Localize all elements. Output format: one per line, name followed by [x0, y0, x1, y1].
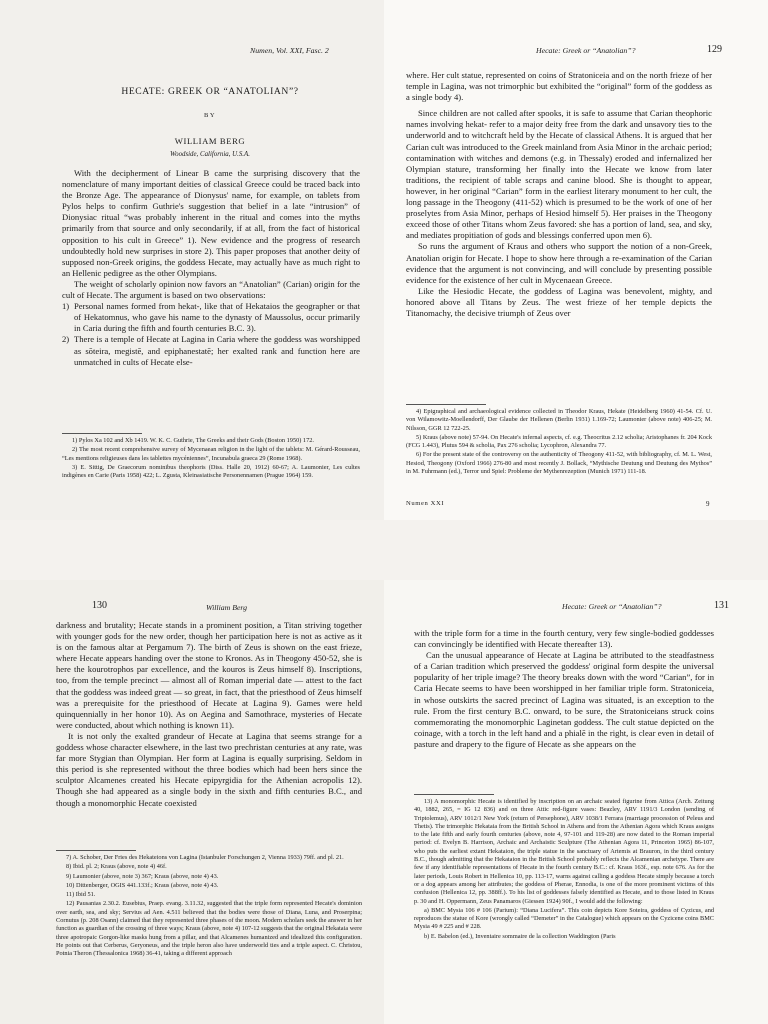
signature-mark: Numen XXI [406, 500, 445, 507]
footnote: 5) Kraus (above note) 57-94. On Hecate's infernal aspects, cf. e.g. Theocritus 2.12 scholia; Aristophanes fr. 204 Kock (FCG 1.443), Plutus 594 & scholia, Pax 276 scholia; Lycophron, Alexandra 77. [406, 433, 712, 450]
paragraph: where. Her cult statue, represented on coins of Stratoniceia and on the north frieze of her temple in Lagina, was not trimorphic but exhibited the “original” form of the goddess as a single body 4). [406, 70, 712, 103]
page-129 [384, 0, 768, 520]
footnotes [414, 798, 714, 942]
footnote: 9) Laumonier (above, note 3) 367; Kraus (above, note 4) 43. [66, 872, 219, 880]
list-item [62, 301, 360, 334]
footnote-rule [406, 404, 486, 405]
main-text [56, 620, 362, 809]
footnote-rule [62, 433, 142, 434]
page-128 [0, 0, 384, 520]
paragraph: Like the Hesiodic Hecate, the goddess of Lagina was benevolent, mighty, and honored above all Titans by Zeus. The west frieze of her temple depicts the Titanomachy, the decisive triumph of Zeus over [406, 285, 712, 318]
footnote: 7) A. Schober, Der Fries des Hekateions von Lagina (Istanbuler Forschungen 2, Vienna 1933) 79ff. and pl. 21. [66, 854, 344, 861]
footnotes [56, 854, 362, 960]
main-text [414, 628, 714, 750]
signature-number: 9 [706, 500, 710, 508]
author-name: WILLIAM BERG [174, 136, 246, 146]
paragraph: The weight of scholarly opinion now favors an “Anatolian” (Carian) origin for the cult of Hecate. The argument is based on two observations: [62, 278, 360, 301]
paragraph: It is not only the exalted grandeur of Hecate at Lagina that seems strange for a goddess whose character elsewhere, in the last two prechristan centuries at any rate, was far more Stygian than Olympian. Her form at Lagina is equally surprising. Seldom in this period is she represented without the three bodies which had been hers since the sculptor Alcamenes created his Hecate epipyrgidia for the Athenian acropolis 12). Though she had appeared as a single body in the sixth and fifth centuries B.C., and though a monomorphic Hecate coexisted [56, 730, 362, 808]
byline-label: BY [203, 112, 217, 119]
footnote: 13) A monomorphic Hecate is identified by inscription on an archaic seated figurine from Attica (Arch. Zeitung 40, 1882, 265, = IG 12 836) and on three Attic red-figure vases: Beazley, ARV 1191/3 London (sending of Triptolemus), ARV 1012/1 New York (return of Persephone), ARV 1038/1 Ferrara (marriage procession of Peleus and Thetis). The trimorphic Hekataia from the British School in Athens and from the Athenian Agora which Kraus assigns to the late fifth and early fourth centuries (above, note 4, 97-101 and 119-28) are now dated to the Roman imperial period: cf. Evelyn B. Harrison, Archaic and Archaistic Sculpture (The Athenian Agora 11, Princeton 1965) 86-107, who puts the earliest extant Hekataion, the triple statue in the sanctuary of Artemis at Brauron, in the third century B.C., though admitting that the Hekataion in the British School probably reflects the Alcamenian archetype. There are few if any identifiable representations of Hecate in the fourth century B.C.: cf. Kraus 163f., esp. note 676. As for the later periods, Louis Robert in Hellenica 10, pp. 113-17, warns against calling a goddess Hecate simply because a torch or a dog appears among her attributes; the goddess of Pherae, Ennodia, is one of the more prominent victims of this confusion (Hellenica 12, pp. 388ff.). To his list of goddesses falsely identified as Hecate, and to those listed in Kraus p. 30 and H. Oppermann, Zeus Panamaros (Giessen 1924) 90f., I would add the following: [414, 798, 714, 905]
paragraph: darkness and brutality; Hecate stands in a prominent position, a Titan striving together with younger gods for the new order, though her participation here is not as active as it is on the famous altar at Pergamum 7). The birth of Zeus is shown on the east frieze, where Hecate appears handing over the stone to Kronos. As in Theogony 450-52, she is here the kourotrophos par excellence, and the kouros is Zeus himself 8). Inscriptions, too, from the temple precinct — almost all of Roman imperial date — attest to the fact that the goddess was indeed great — so great, in fact, that the priesthood of Zeus himself was a prerequisite for the priesthood of Hecate at Lagina 9). Games were held quinquennially in her honor 10). As on Aegina and Samothrace, mysteries of Hecate were conducted, about which nothing is known 11). [56, 620, 362, 730]
page-130 [0, 580, 384, 1024]
footnote: 6) For the present state of the controversy on the authenticity of Theogony 411-52, with bibliography, cf. M. L. West, Hesiod, Theogony (Oxford 1966) 276-80 and most recently J. Bollack, “Mythische Deutung und Deutung des Mythos” in M. Fuhrmann (ed.), Terror und Spiel: Probleme der Mythenrezeption (Munich 1971) 111-18. [406, 451, 712, 476]
footnotes [62, 437, 360, 481]
paragraph: With the decipherment of Linear B came the surprising discovery that the nomenclature of many important deities of classical Greece could be traced back into the Bronze Age. The appearance of Dionysus' name, for example, on tablets from Pylos helps to confirm Guthrie's suggestion that belief in a late “intrusion” of Dionysiac ritual “was probably inherent in the ritual and comes into the myths primarily from that source and only secondarily, if at all, from the fact of historical opposition to his cult in Greece” 1). New evidence and the progress of research undoubtedly hold new surprises in store 2). This paper proposes that another deity of supposed non-Greek origins, the goddess Hecate, may actually have as much right to an Hellenic pedigree as the other Olympians. [62, 168, 360, 278]
main-text [62, 168, 360, 368]
running-head: Numen, Vol. XXI, Fasc. 2 [250, 46, 329, 55]
footnote: a) BMC Mysia 106 # 106 (Parium): “Diana Lucifera”. This coin depicts Kore Soteira, goddess of Cyzicus, and reproduces the statue of Kore (wrongly called “Demeter” in the Catalogue) which appears on the Cyzicene coins BMC Mysia 49 # 225 and # 228. [414, 906, 714, 931]
list-item [62, 334, 360, 367]
footnote: 2) The most recent comprehensive survey of Mycenaean religion in the light of the tablets: M. Gérard-Rousseau, “Les mentions religieuses dans les tablettes mycéniennes”, Incunabula graeca 29 (Rome 1968). [62, 446, 360, 462]
footnote-rule [414, 794, 494, 795]
footnotes [406, 408, 712, 477]
article-title: HECATE: GREEK OR “ANATOLIAN”? [121, 86, 299, 97]
list-text: Personal names formed from hekat-, like that of Hekataios the geographer or that of Hekatomnus, who gave his name to the dynasty of Maussolus, occur primarily in Caria during the fifth and fourth centuries B.C. 3). [74, 301, 360, 334]
footnote: 4) Epigraphical and archaeological evidence collected in Theodor Kraus, Hekate (Heidelberg 1960) 41-54. Cf. U. von Wilamowitz-Moellendorff, Der Glaube der Hellenen (Berlin 1931) 1.169-72; Laumonier (above note) 406-25; M. Nilsson, GGR 12 722-25. [406, 408, 712, 432]
page-number: 131 [714, 600, 729, 611]
spread-gutter [0, 520, 768, 580]
paragraph: Since children are not called after spooks, it is safe to assume that Carian theophoric names involving hekat- refer to a major deity free from the dark and unsavory ties to the underworld and to witchcraft held by the Hecate of classical Athens. It is argued that her Carian cult was introduced to the Greek mainland from Asia Minor in the archaic period; contamination with witches and demons (e.g. in Thessaly) eroded and infernalized her Olympian stature, transforming her finally into the Hecate we know from later traditions, the recipient of table scraps and canine blood. She is thought to appear, however, in her original “Carian” form in the earliest literary monument to her cult, the long passage in the Theogony (411-52) which is presumed to be the work of one of her proselytes from Asia Minor, perhaps of Hesiod himself 5). Her praises in the Theogony exceed those of other Titans whom Zeus favored: she has a portion of land, sea, and sky, and mediates propitiation of gods and blessings conferred upon men 6). [406, 108, 712, 241]
main-text [406, 70, 712, 319]
list-number: 1) [62, 301, 70, 312]
footnote: 10) Dittenberger, OGIS 441.133f.; Kraus (above, note 4) 43. [66, 881, 219, 889]
running-head: William Berg [206, 603, 248, 612]
footnote: b) E. Babelon (ed.), Inventaire sommaire de la collection Waddington (Paris [424, 932, 616, 940]
page-131 [384, 580, 768, 1024]
running-head: Hecate: Greek or “Anatolian”? [562, 602, 662, 611]
page-number: 129 [707, 44, 722, 55]
footnote: 11) Ibid 51. [66, 891, 96, 899]
running-head: Hecate: Greek or “Anatolian”? [536, 46, 636, 55]
footnote: 8) Ibid. pl. 2; Kraus (above, note 4) 46f. [66, 863, 167, 871]
paragraph: Can the unusual appearance of Hecate at Lagina be attributed to the steadfastness of a Carian tradition which preserved the goddess' original form despite the universal popularity of her triple image? The theory breaks down with the word “Carian”, for in Caria Hecate seems to have been worshipped in her familiar triple form. Stratoniceia, in whose outskirts the sacred precinct of Lagina was situated, is an exception to the rule. From the first century B.C. onward, to be sure, the Stratoniceians struck coins commemorating the monomorphic Laginetan goddess. The cult statue depicted on the coinage, with a torch in the left hand and a phialē in the right, is clear even in detail of pasture and drapery to the figure of Hecate as she appears on the [414, 650, 714, 749]
footnote: 1) Pylos Xa 102 and Xb 1419. W. K. C. Guthrie, The Greeks and their Gods (Boston 1950) 172. [72, 437, 314, 444]
list-text: There is a temple of Hecate at Lagina in Caria where the goddess was worshipped as sōteira, megistē, and epiphanestatē; her exalted rank and function here are unmatched in cults of Hecate else- [74, 334, 360, 367]
footnote: 12) Pausanias 2.30.2. Eusebius, Praep. evang. 3.11.32, suggested that the triple form represented Hecate's dominion over earth, sea, and sky; Servius ad Aen. 4.511 believed that the bodies were those of Diana, Luna, and Proserpina; Cornutus (p. 208 Osann) claimed that they represented three phases of the moon. Modern scholars seek the answer in her function as guardian of the crossing of three ways; Kraus (above, note 4) 107-12 suggests that the original Hekataia were three apotropaic Gorgon-like masks hung from a pillar, and that Alcamenes humanized and idealized this configuration. He points out that Cerberus, Geryoneus, and the triple heron also have underworld ties and a triple aspect. C. Christou, Potnia Theron (Thessalonica 1968) 36-41, taking a different approach [56, 900, 362, 958]
page-number: 130 [92, 600, 107, 611]
footnote-rule [56, 850, 136, 851]
list-number: 2) [62, 334, 70, 345]
author-affiliation: Woodside, California, U.S.A. [170, 151, 250, 158]
paragraph: with the triple form for a time in the fourth century, very few single-bodied goddesses can convincingly be identified with Hecate thereafter 13). [414, 628, 714, 650]
footnote: 3) E. Sittig, De Graecorum nominibus theophoris (Diss. Halle 20, 1912) 60-67; A. Laumonier, Les cultes indigènes en Carie (Paris 1958) 422; L. Zgusta, Kleinasiatische Personennamen (Prague 1964) 159. [62, 463, 360, 480]
paragraph: So runs the argument of Kraus and others who support the notion of a non-Greek, Anatolian origin for Hecate. I hope to show here through a re-examination of the Carian evidence that the argument is not convincing, and will conclude by presenting possible evidence for the existence of her cult in Mycenaean Greece. [406, 241, 712, 285]
